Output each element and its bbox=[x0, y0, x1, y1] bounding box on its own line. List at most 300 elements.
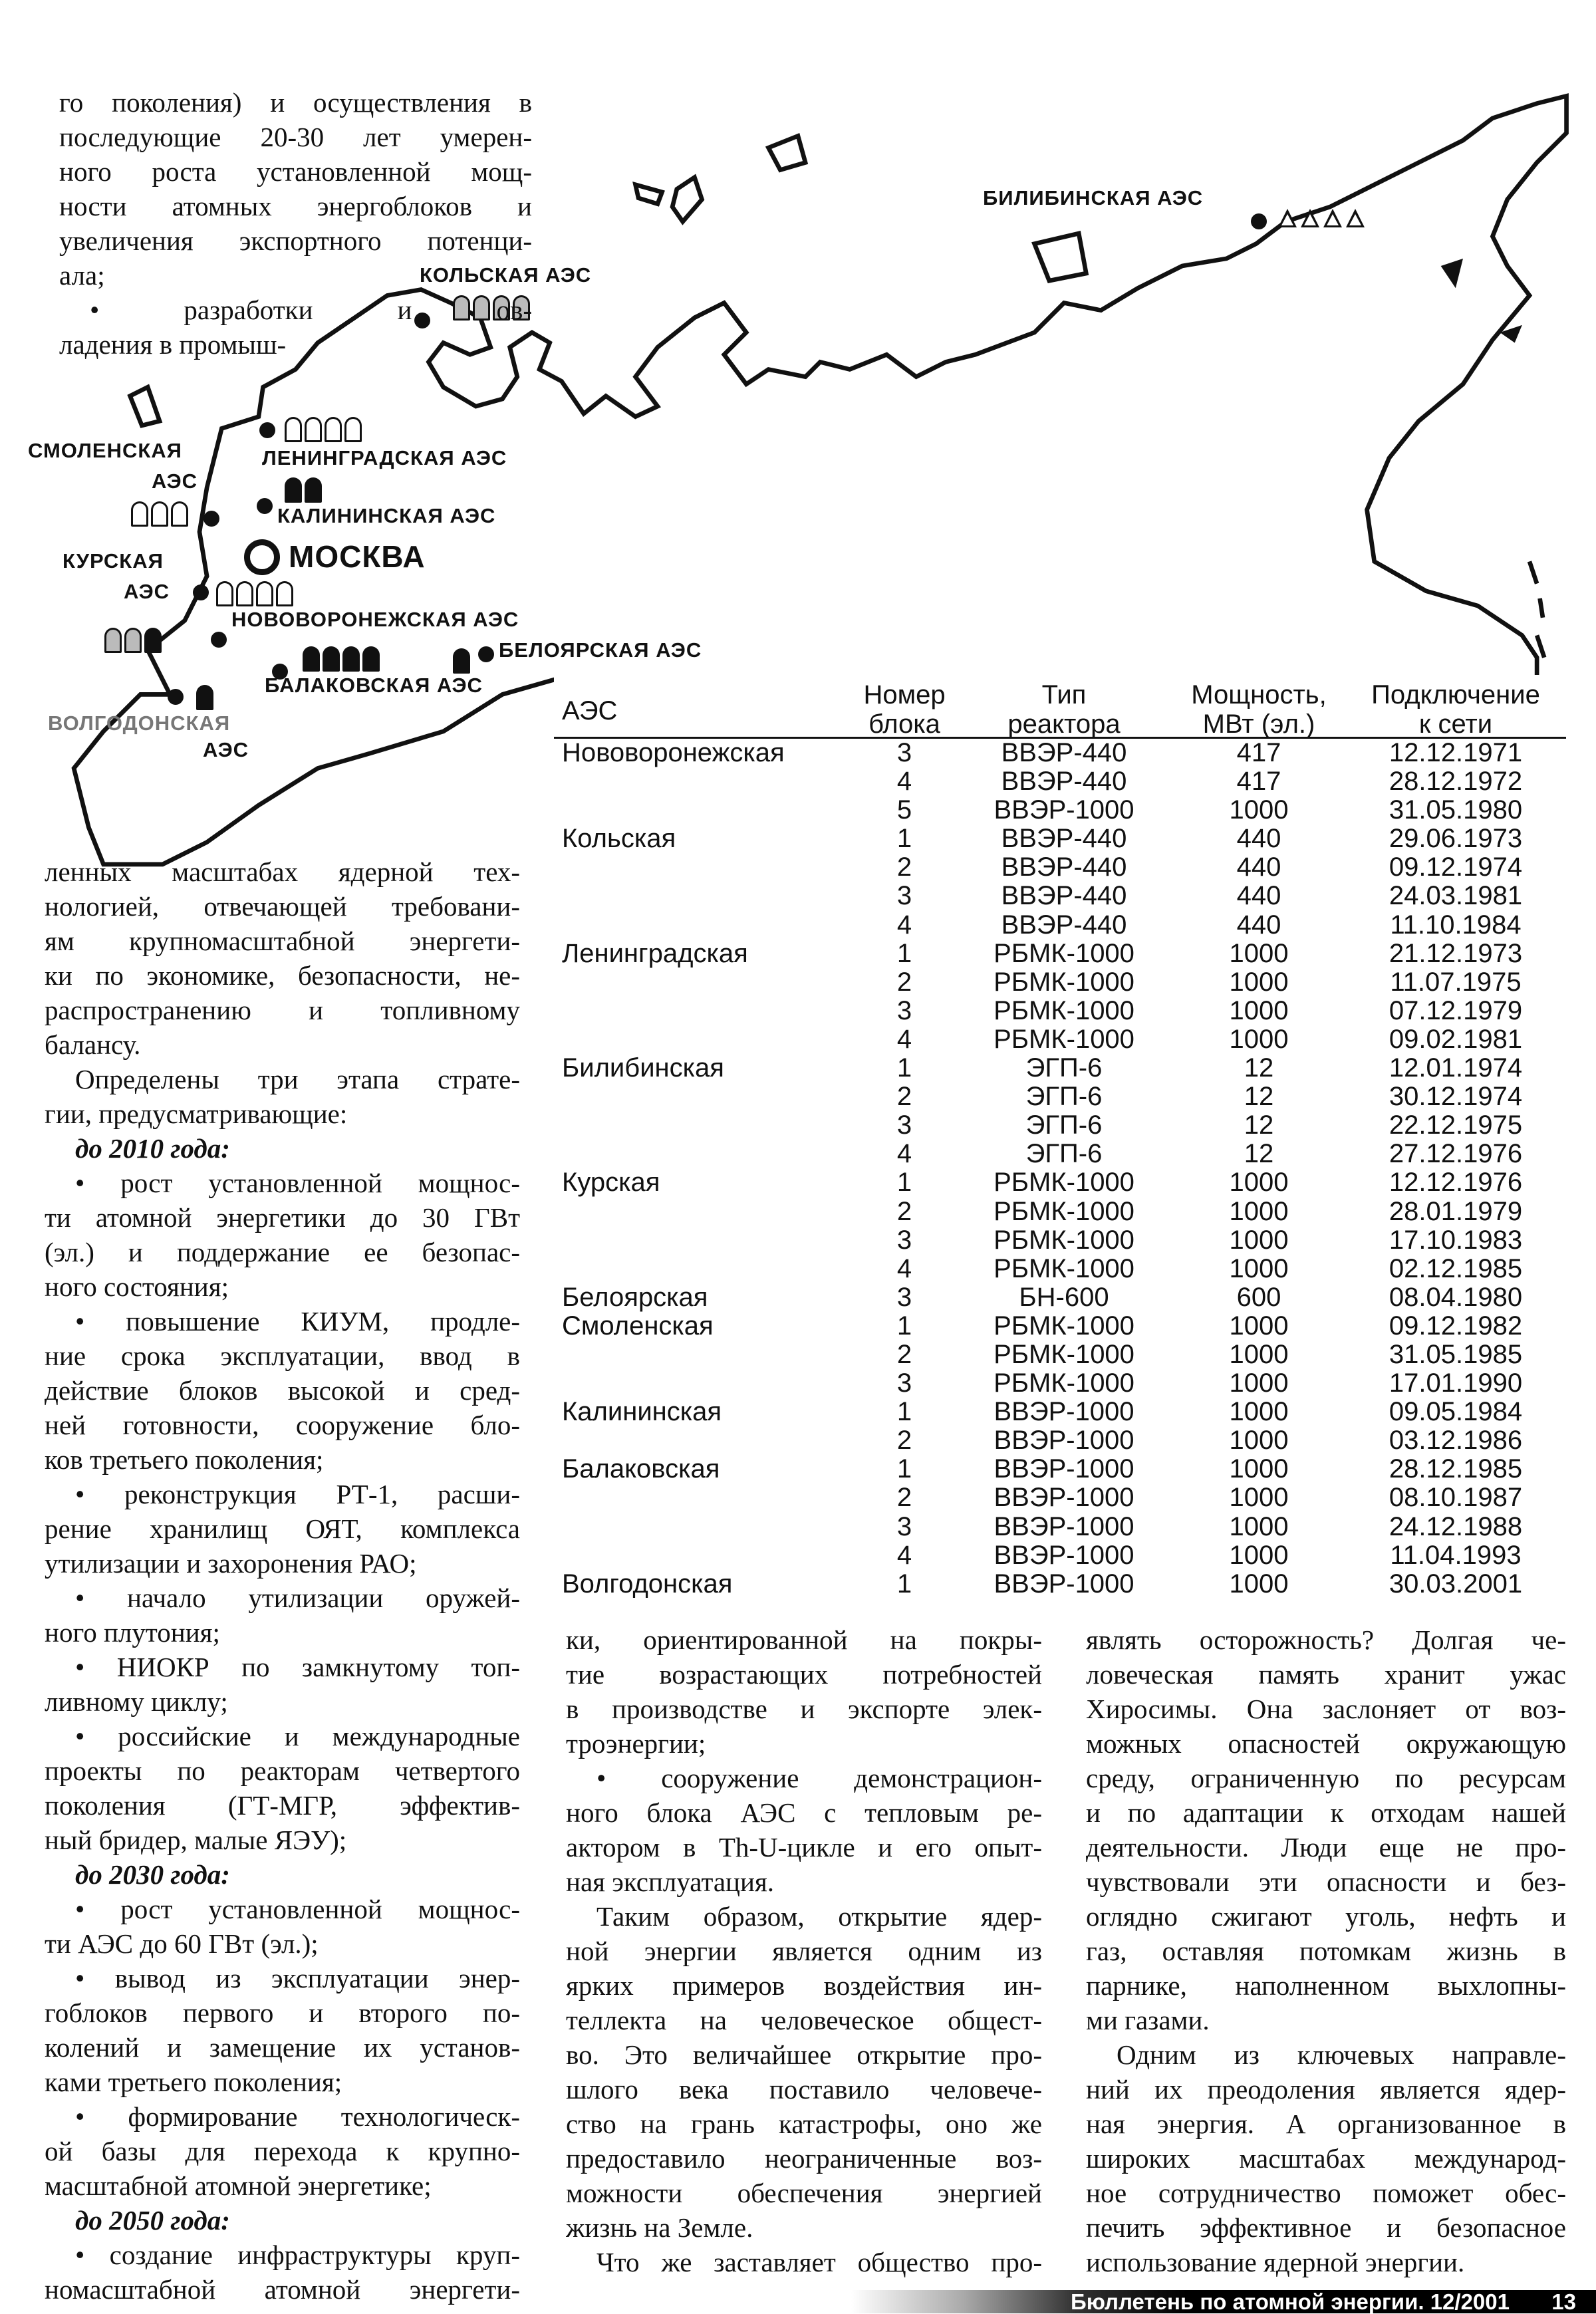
cell-type: ВВЭР-1000 bbox=[994, 1569, 1134, 1599]
table-row bbox=[554, 1312, 1566, 1341]
text-line: колений и замещение их установ- bbox=[45, 2032, 520, 2063]
cell-date: 11.04.1993 bbox=[1390, 1540, 1522, 1570]
page-footer bbox=[851, 2290, 1596, 2313]
reactor-triangle-icon bbox=[1323, 209, 1342, 227]
table-row bbox=[554, 1054, 1566, 1083]
kursk-marker bbox=[193, 584, 209, 600]
header-unit: Номер блока bbox=[863, 680, 946, 739]
text-line: в производстве и экспорте элек- bbox=[566, 1694, 1042, 1724]
kursk-reactors bbox=[216, 581, 293, 606]
cell-unit: 3 bbox=[896, 738, 912, 767]
cell-unit: 1 bbox=[896, 1454, 912, 1484]
cell-date: 28.12.1972 bbox=[1389, 767, 1523, 797]
balakovo-reactors bbox=[303, 646, 380, 672]
text-line: утилизации и захоронения РАО; bbox=[45, 1548, 417, 1579]
cell-date: 30.12.1974 bbox=[1389, 1082, 1523, 1112]
cell-unit: 3 bbox=[896, 1110, 912, 1140]
kursk-label-2: АЭС bbox=[124, 580, 170, 603]
cell-type: РБМК-1000 bbox=[994, 1368, 1134, 1398]
header-plant: АЭС bbox=[562, 696, 618, 725]
cell-power: 1000 bbox=[1229, 938, 1289, 968]
table-row bbox=[554, 1513, 1566, 1541]
text-line: являть осторожность? Долгая че- bbox=[1086, 1624, 1566, 1655]
cell-type: ВВЭР-440 bbox=[1001, 881, 1127, 911]
leningrad-label: ЛЕНИНГРАДСКАЯ АЭС bbox=[262, 446, 507, 469]
cell-date: 30.03.2001 bbox=[1389, 1569, 1523, 1599]
reactor-icon bbox=[236, 581, 253, 606]
text-line: увеличения экспортного потенци- bbox=[59, 225, 532, 256]
cell-date: 22.12.1975 bbox=[1389, 1110, 1523, 1140]
text-line: можности обеспечения энергией bbox=[566, 2178, 1042, 2208]
text-line: • рост установленной мощнос- bbox=[75, 1168, 520, 1198]
text-line: Хиросимы. Она заслоняет от воз- bbox=[1086, 1694, 1566, 1724]
beloyarsk-label: БЕЛОЯРСКАЯ АЭС bbox=[499, 638, 702, 662]
cell-date: 29.06.1973 bbox=[1389, 824, 1523, 854]
text-line: ленных масштабах ядерной тех- bbox=[45, 856, 520, 887]
npp-table bbox=[554, 675, 1566, 1599]
table-row bbox=[554, 796, 1566, 825]
reactor-icon bbox=[196, 685, 213, 710]
table-row bbox=[554, 1168, 1566, 1197]
island bbox=[769, 136, 806, 170]
text-line: Что же заставляет общество про- bbox=[597, 2247, 1042, 2277]
cell-unit: 1 bbox=[896, 1053, 912, 1083]
table-row bbox=[554, 1398, 1566, 1426]
section-heading: до 2030 года: bbox=[75, 1859, 230, 1890]
cell-date: 28.01.1979 bbox=[1389, 1196, 1523, 1226]
text-line: • НИОКР по замкнутому топ- bbox=[75, 1652, 520, 1682]
cell-date: 11.07.1975 bbox=[1390, 967, 1522, 997]
section-heading: до 2010 года: bbox=[75, 1133, 230, 1164]
text-line: во. Это величайшее открытие про- bbox=[566, 2039, 1042, 2070]
text-line: масштабной атомной энергетике; bbox=[45, 2170, 432, 2201]
reactor-icon bbox=[104, 628, 122, 653]
article-column-right bbox=[1086, 1622, 1566, 2279]
smolensk-label: СМОЛЕНСКАЯ bbox=[28, 439, 182, 462]
text-line: ала; bbox=[59, 260, 105, 291]
cell-power: 417 bbox=[1236, 738, 1281, 767]
text-line: ное сотрудничество поможет обес- bbox=[1086, 2178, 1566, 2208]
cell-date: 03.12.1986 bbox=[1389, 1426, 1523, 1456]
reactor-icon bbox=[342, 646, 360, 672]
cell-unit: 3 bbox=[896, 1225, 912, 1255]
cell-unit: 3 bbox=[896, 1282, 912, 1312]
cell-power: 1000 bbox=[1229, 967, 1289, 997]
smolensk-label-2: АЭС bbox=[152, 469, 198, 493]
text-line: троэнергии; bbox=[566, 1728, 706, 1759]
cell-unit: 4 bbox=[896, 910, 912, 940]
text-line: го поколения) и осуществления в bbox=[59, 87, 532, 118]
text-line: • повышение КИУМ, продле- bbox=[75, 1306, 520, 1337]
table-row bbox=[554, 1341, 1566, 1369]
text-line: ти АЭС до 60 ГВт (эл.); bbox=[45, 1928, 319, 1959]
text-line: ная эксплуатация. bbox=[566, 1866, 775, 1897]
text-line: ного плутония; bbox=[45, 1617, 220, 1648]
cell-unit: 1 bbox=[896, 1397, 912, 1427]
text-line: использование ядерной энергии. bbox=[1086, 2247, 1465, 2277]
cell-power: 1000 bbox=[1229, 1483, 1289, 1513]
cell-type: РБМК-1000 bbox=[994, 995, 1134, 1025]
text-line: • реконструкция РТ-1, расши- bbox=[75, 1479, 520, 1509]
table-row bbox=[554, 1140, 1566, 1168]
kalinin-reactors bbox=[285, 477, 322, 503]
table-row bbox=[554, 940, 1566, 968]
cell-plant: Курская bbox=[562, 1168, 660, 1198]
table-row bbox=[554, 1083, 1566, 1111]
text-line: ная энергия. А организованное в bbox=[1086, 2109, 1566, 2139]
reactor-icon bbox=[171, 501, 188, 527]
reactor-icon bbox=[344, 417, 362, 442]
table-row bbox=[554, 1198, 1566, 1226]
text-line: ний их преодоления является ядер- bbox=[1086, 2074, 1566, 2105]
text-line: номасштабной атомной энергети- bbox=[45, 2274, 520, 2305]
cell-type: РБМК-1000 bbox=[994, 1225, 1134, 1255]
beloyarsk-reactors bbox=[453, 648, 470, 674]
cell-unit: 4 bbox=[896, 767, 912, 797]
cell-unit: 1 bbox=[896, 1569, 912, 1599]
table-row bbox=[554, 739, 1566, 767]
text-line: ков третьего поколения; bbox=[45, 1444, 324, 1475]
cell-power: 1000 bbox=[1229, 1454, 1289, 1484]
text-line: распространению и топливному bbox=[45, 995, 520, 1025]
cell-unit: 1 bbox=[896, 824, 912, 854]
cell-plant: Ленинградская bbox=[562, 938, 748, 968]
cell-power: 440 bbox=[1236, 852, 1281, 882]
cell-date: 02.12.1985 bbox=[1389, 1253, 1523, 1283]
cell-power: 12 bbox=[1244, 1082, 1274, 1112]
reactor-icon bbox=[216, 581, 233, 606]
reactor-triangle-icon bbox=[1346, 209, 1365, 227]
cell-unit: 3 bbox=[896, 881, 912, 911]
cell-power: 440 bbox=[1236, 824, 1281, 854]
cell-power: 1000 bbox=[1229, 1426, 1289, 1456]
reactor-icon bbox=[276, 581, 293, 606]
cell-type: ВВЭР-440 bbox=[1001, 910, 1127, 940]
text-line: последующие 20-30 лет умерен- bbox=[59, 122, 532, 152]
cell-date: 08.10.1987 bbox=[1389, 1483, 1523, 1513]
text-line: ный бридер, малые ЯЭУ); bbox=[45, 1825, 347, 1855]
text-line: жизнь на Земле. bbox=[566, 2212, 753, 2243]
text-line: гоблоков первого и второго по- bbox=[45, 1997, 520, 2028]
text-line: ми газами. bbox=[1086, 2005, 1210, 2035]
text-line: проекты по реакторам четвертого bbox=[45, 1755, 520, 1786]
novovoronezh-label: НОВОВОРОНЕЖСКАЯ АЭС bbox=[231, 608, 519, 631]
cell-unit: 3 bbox=[896, 995, 912, 1025]
cell-unit: 5 bbox=[896, 795, 912, 825]
text-line: ой базы для перехода к крупно- bbox=[45, 2136, 520, 2166]
text-line: Таким образом, открытие ядер- bbox=[597, 1901, 1042, 1932]
cell-power: 1000 bbox=[1229, 1511, 1289, 1541]
cell-power: 1000 bbox=[1229, 1339, 1289, 1369]
reactor-icon bbox=[323, 646, 340, 672]
text-line: • рост установленной мощнос- bbox=[75, 1894, 520, 1924]
kuril-islands bbox=[1530, 561, 1544, 657]
volgodonsk-label: ВОЛГОДОНСКАЯ bbox=[48, 711, 231, 735]
text-line: действие блоков высокой и сред- bbox=[45, 1375, 520, 1406]
cell-type: РБМК-1000 bbox=[994, 1311, 1134, 1341]
cell-date: 12.01.1974 bbox=[1389, 1053, 1523, 1083]
volgodonsk-label-2: АЭС bbox=[203, 738, 249, 761]
cell-power: 440 bbox=[1236, 881, 1281, 911]
cell-date: 12.12.1976 bbox=[1389, 1168, 1523, 1198]
cell-type: БН-600 bbox=[1019, 1282, 1109, 1312]
section-heading: до 2050 года: bbox=[75, 2205, 230, 2236]
table-row bbox=[554, 1025, 1566, 1054]
table-row bbox=[554, 1255, 1566, 1283]
table-row bbox=[554, 1111, 1566, 1140]
text-line: • создание инфраструктуры круп- bbox=[75, 2240, 520, 2270]
text-line: актором в Th-U-цикле и его опыт- bbox=[566, 1832, 1042, 1863]
cell-date: 24.03.1981 bbox=[1389, 881, 1523, 911]
leningrad-marker bbox=[259, 422, 275, 438]
cell-power: 1000 bbox=[1229, 1168, 1289, 1198]
reactor-icon bbox=[285, 477, 302, 503]
cell-unit: 2 bbox=[896, 1082, 912, 1112]
cell-plant: Нововоронежская bbox=[562, 738, 785, 767]
cell-type: ВВЭР-1000 bbox=[994, 1483, 1134, 1513]
reactor-icon bbox=[144, 628, 162, 653]
cell-type: ЭГП-6 bbox=[1025, 1110, 1103, 1140]
table-row bbox=[554, 882, 1566, 910]
table-row bbox=[554, 1570, 1566, 1599]
cell-date: 09.12.1974 bbox=[1389, 852, 1523, 882]
text-line: ярких примеров воздействия ин- bbox=[566, 1970, 1042, 2001]
text-line: ной энергии является одним из bbox=[566, 1936, 1042, 1966]
table-row bbox=[554, 1541, 1566, 1570]
cell-unit: 4 bbox=[896, 1139, 912, 1169]
leningrad-reactors bbox=[285, 417, 362, 442]
table-body bbox=[554, 739, 1566, 1599]
cell-power: 1000 bbox=[1229, 1311, 1289, 1341]
text-line: • начало утилизации оружей- bbox=[75, 1583, 520, 1613]
cell-date: 17.10.1983 bbox=[1389, 1225, 1523, 1255]
text-line: ловеческая память хранит ужас bbox=[1086, 1659, 1566, 1690]
text-line: и по адаптации к отходам нашей bbox=[1086, 1797, 1566, 1828]
cell-type: РБМК-1000 bbox=[994, 1168, 1134, 1198]
cell-unit: 2 bbox=[896, 1339, 912, 1369]
reactor-icon bbox=[131, 501, 148, 527]
text-line: ние срока эксплуатации, ввод в bbox=[45, 1341, 520, 1371]
text-line: ности атомных энергоблоков и bbox=[59, 191, 532, 221]
novovoronezh-reactors bbox=[104, 628, 162, 653]
text-line: теллекта на человеческое общест- bbox=[566, 2005, 1042, 2035]
table-row bbox=[554, 825, 1566, 853]
reactor-icon bbox=[305, 417, 322, 442]
table-row bbox=[554, 1455, 1566, 1483]
text-line: Определены три этапа страте- bbox=[75, 1064, 520, 1094]
cell-power: 1000 bbox=[1229, 1368, 1289, 1398]
island bbox=[636, 185, 662, 204]
cell-date: 17.01.1990 bbox=[1389, 1368, 1523, 1398]
table-row bbox=[554, 1426, 1566, 1455]
cell-type: ВВЭР-440 bbox=[1001, 852, 1127, 882]
text-line: ладения в промыш- bbox=[59, 329, 287, 360]
cell-date: 11.10.1984 bbox=[1390, 910, 1522, 940]
cell-date: 12.12.1971 bbox=[1389, 738, 1523, 767]
beloyarsk-marker bbox=[478, 646, 494, 662]
text-line: (эл.) и поддержание ее безопас- bbox=[45, 1237, 520, 1267]
cell-power: 600 bbox=[1236, 1282, 1281, 1312]
cell-date: 24.12.1988 bbox=[1389, 1511, 1523, 1541]
cell-unit: 2 bbox=[896, 1483, 912, 1513]
text-line: ки, ориентированной на покры- bbox=[566, 1624, 1042, 1655]
text-line: тие возрастающих потребностей bbox=[566, 1659, 1042, 1690]
text-line: среду, ограниченную по ресурсам bbox=[1086, 1763, 1566, 1793]
text-line: ней готовности, сооружение бло- bbox=[45, 1410, 520, 1440]
text-line: ям крупномасштабной энергети- bbox=[45, 926, 520, 956]
cell-type: ВВЭР-1000 bbox=[994, 1454, 1134, 1484]
cell-type: РБМК-1000 bbox=[994, 1253, 1134, 1283]
table-row bbox=[554, 968, 1566, 997]
cell-type: ВВЭР-1000 bbox=[994, 795, 1134, 825]
cell-type: ВВЭР-440 bbox=[1001, 738, 1127, 767]
reactor-icon bbox=[303, 646, 320, 672]
balakovo-label: БАЛАКОВСКАЯ АЭС bbox=[265, 674, 483, 697]
cell-plant: Балаковская bbox=[562, 1454, 720, 1484]
cell-type: ВВЭР-1000 bbox=[994, 1511, 1134, 1541]
kola-label: КОЛЬСКАЯ АЭС bbox=[420, 263, 592, 287]
text-line: чувствовали эти опасности и без- bbox=[1086, 1866, 1566, 1897]
cell-unit: 4 bbox=[896, 1540, 912, 1570]
smolensk-reactors bbox=[131, 501, 188, 527]
table-row bbox=[554, 997, 1566, 1025]
text-line: ти атомной энергетики до 30 ГВт bbox=[45, 1202, 520, 1233]
cell-power: 1000 bbox=[1229, 1225, 1289, 1255]
cell-power: 440 bbox=[1236, 910, 1281, 940]
cell-date: 09.12.1982 bbox=[1389, 1311, 1523, 1341]
cell-plant: Билибинская bbox=[562, 1053, 724, 1083]
text-line: ки по экономике, безопасности, не- bbox=[45, 960, 520, 991]
cell-date: 31.05.1980 bbox=[1389, 795, 1523, 825]
text-line: ного роста установленной мощ- bbox=[59, 156, 532, 187]
cell-date: 21.12.1973 bbox=[1389, 938, 1523, 968]
cell-unit: 3 bbox=[896, 1368, 912, 1398]
reactor-icon bbox=[151, 501, 168, 527]
cell-date: 09.02.1981 bbox=[1389, 1024, 1523, 1054]
cell-type: РБМК-1000 bbox=[994, 938, 1134, 968]
table-row bbox=[554, 1283, 1566, 1312]
article-text-top bbox=[59, 85, 532, 362]
cell-type: РБМК-1000 bbox=[994, 1024, 1134, 1054]
reactor-triangle-icon bbox=[1301, 209, 1319, 227]
cell-power: 1000 bbox=[1229, 1569, 1289, 1599]
bilibino-label: БИЛИБИНСКАЯ АЭС bbox=[983, 186, 1204, 209]
cell-power: 12 bbox=[1244, 1110, 1274, 1140]
text-line: Одним из ключевых направле- bbox=[1117, 2039, 1566, 2070]
text-line: ного состояния; bbox=[45, 1271, 229, 1302]
island bbox=[1035, 233, 1087, 281]
text-line: гии, предусматривающие: bbox=[45, 1098, 348, 1129]
table-row bbox=[554, 1483, 1566, 1512]
cell-date: 31.05.1985 bbox=[1389, 1339, 1523, 1369]
cell-type: ЭГП-6 bbox=[1025, 1082, 1103, 1112]
table-row bbox=[554, 1226, 1566, 1255]
cell-plant: Волгодонская bbox=[562, 1569, 733, 1599]
cell-type: ВВЭР-1000 bbox=[994, 1540, 1134, 1570]
cell-power: 12 bbox=[1244, 1053, 1274, 1083]
text-line: ного блока АЭС с тепловым ре- bbox=[566, 1797, 1042, 1828]
article-column-middle bbox=[566, 1622, 1042, 2279]
text-line: рение хранилищ ОЯТ, комплекса bbox=[45, 1513, 520, 1544]
cell-unit: 2 bbox=[896, 852, 912, 882]
cell-type: ВВЭР-1000 bbox=[994, 1397, 1134, 1427]
cell-power: 1000 bbox=[1229, 795, 1289, 825]
reactor-icon bbox=[285, 417, 302, 442]
kursk-label: КУРСКАЯ bbox=[63, 549, 164, 573]
header-grid-date: Подключение к сети bbox=[1371, 680, 1540, 739]
cell-power: 12 bbox=[1244, 1139, 1274, 1169]
text-line: балансу. bbox=[45, 1029, 141, 1060]
reactor-icon bbox=[325, 417, 342, 442]
text-line: нологией, отвечающей требовани- bbox=[45, 891, 520, 922]
cell-type: РБМК-1000 bbox=[994, 1339, 1134, 1369]
text-line: можных опасностей окружающую bbox=[1086, 1728, 1566, 1759]
cell-date: 07.12.1979 bbox=[1389, 995, 1523, 1025]
cell-plant: Смоленская bbox=[562, 1311, 714, 1341]
cell-type: ВВЭР-1000 bbox=[994, 1426, 1134, 1456]
cell-unit: 1 bbox=[896, 938, 912, 968]
kalinin-marker bbox=[257, 498, 273, 514]
cell-type: ЭГП-6 bbox=[1025, 1139, 1103, 1169]
text-line: предоставило неограниченные воз- bbox=[566, 2143, 1042, 2174]
text-line: • формирование технологическ- bbox=[75, 2101, 520, 2132]
text-line: шлого века поставило человече- bbox=[566, 2074, 1042, 2105]
cell-power: 1000 bbox=[1229, 995, 1289, 1025]
cell-type: РБМК-1000 bbox=[994, 1196, 1134, 1226]
text-line: оглядно сжигают уголь, нефть и bbox=[1086, 1901, 1566, 1932]
cell-unit: 3 bbox=[896, 1511, 912, 1541]
smolensk-marker bbox=[203, 511, 219, 527]
text-line: поколения (ГТ-МГР, эффектив- bbox=[45, 1790, 520, 1821]
reactor-icon bbox=[453, 648, 470, 674]
article-column-left bbox=[45, 854, 520, 2307]
cell-power: 1000 bbox=[1229, 1540, 1289, 1570]
table-row bbox=[554, 911, 1566, 940]
text-line: широких масштабах международ- bbox=[1086, 2143, 1566, 2174]
volgodonsk-marker bbox=[168, 689, 184, 705]
text-line: ливному циклу; bbox=[45, 1686, 228, 1717]
cell-power: 1000 bbox=[1229, 1253, 1289, 1283]
cell-unit: 2 bbox=[896, 1196, 912, 1226]
reactor-icon bbox=[256, 581, 273, 606]
cell-unit: 1 bbox=[896, 1168, 912, 1198]
text-line: • разработки и ов- bbox=[90, 295, 532, 325]
kalinin-label: КАЛИНИНСКАЯ АЭС bbox=[277, 504, 496, 527]
reactor-icon bbox=[362, 646, 380, 672]
text-line: • вывод из эксплуатации энер- bbox=[75, 1963, 520, 1993]
table-header bbox=[554, 675, 1566, 739]
novovoronezh-marker bbox=[211, 632, 227, 648]
cell-type: РБМК-1000 bbox=[994, 967, 1134, 997]
reactor-triangle-icon bbox=[1278, 209, 1297, 227]
bilibino-reactors bbox=[1278, 209, 1365, 227]
text-line: парнике, наполненном выхлопны- bbox=[1086, 1970, 1566, 2001]
cell-power: 1000 bbox=[1229, 1196, 1289, 1226]
text-line: ство на грань катастрофы, оно же bbox=[566, 2109, 1042, 2139]
volgodonsk-reactors bbox=[196, 685, 213, 710]
page-number: 13 bbox=[1551, 2289, 1576, 2314]
bilibino-marker bbox=[1251, 213, 1267, 229]
cell-date: 27.12.1976 bbox=[1389, 1139, 1523, 1169]
cell-type: ВВЭР-440 bbox=[1001, 767, 1127, 797]
text-line: печить эффективное и безопасное bbox=[1086, 2212, 1566, 2243]
cell-unit: 2 bbox=[896, 1426, 912, 1456]
table-row bbox=[554, 767, 1566, 796]
cell-plant: Белоярская bbox=[562, 1282, 708, 1312]
cell-power: 1000 bbox=[1229, 1024, 1289, 1054]
reactor-icon bbox=[305, 477, 322, 503]
cell-plant: Кольская bbox=[562, 824, 676, 854]
